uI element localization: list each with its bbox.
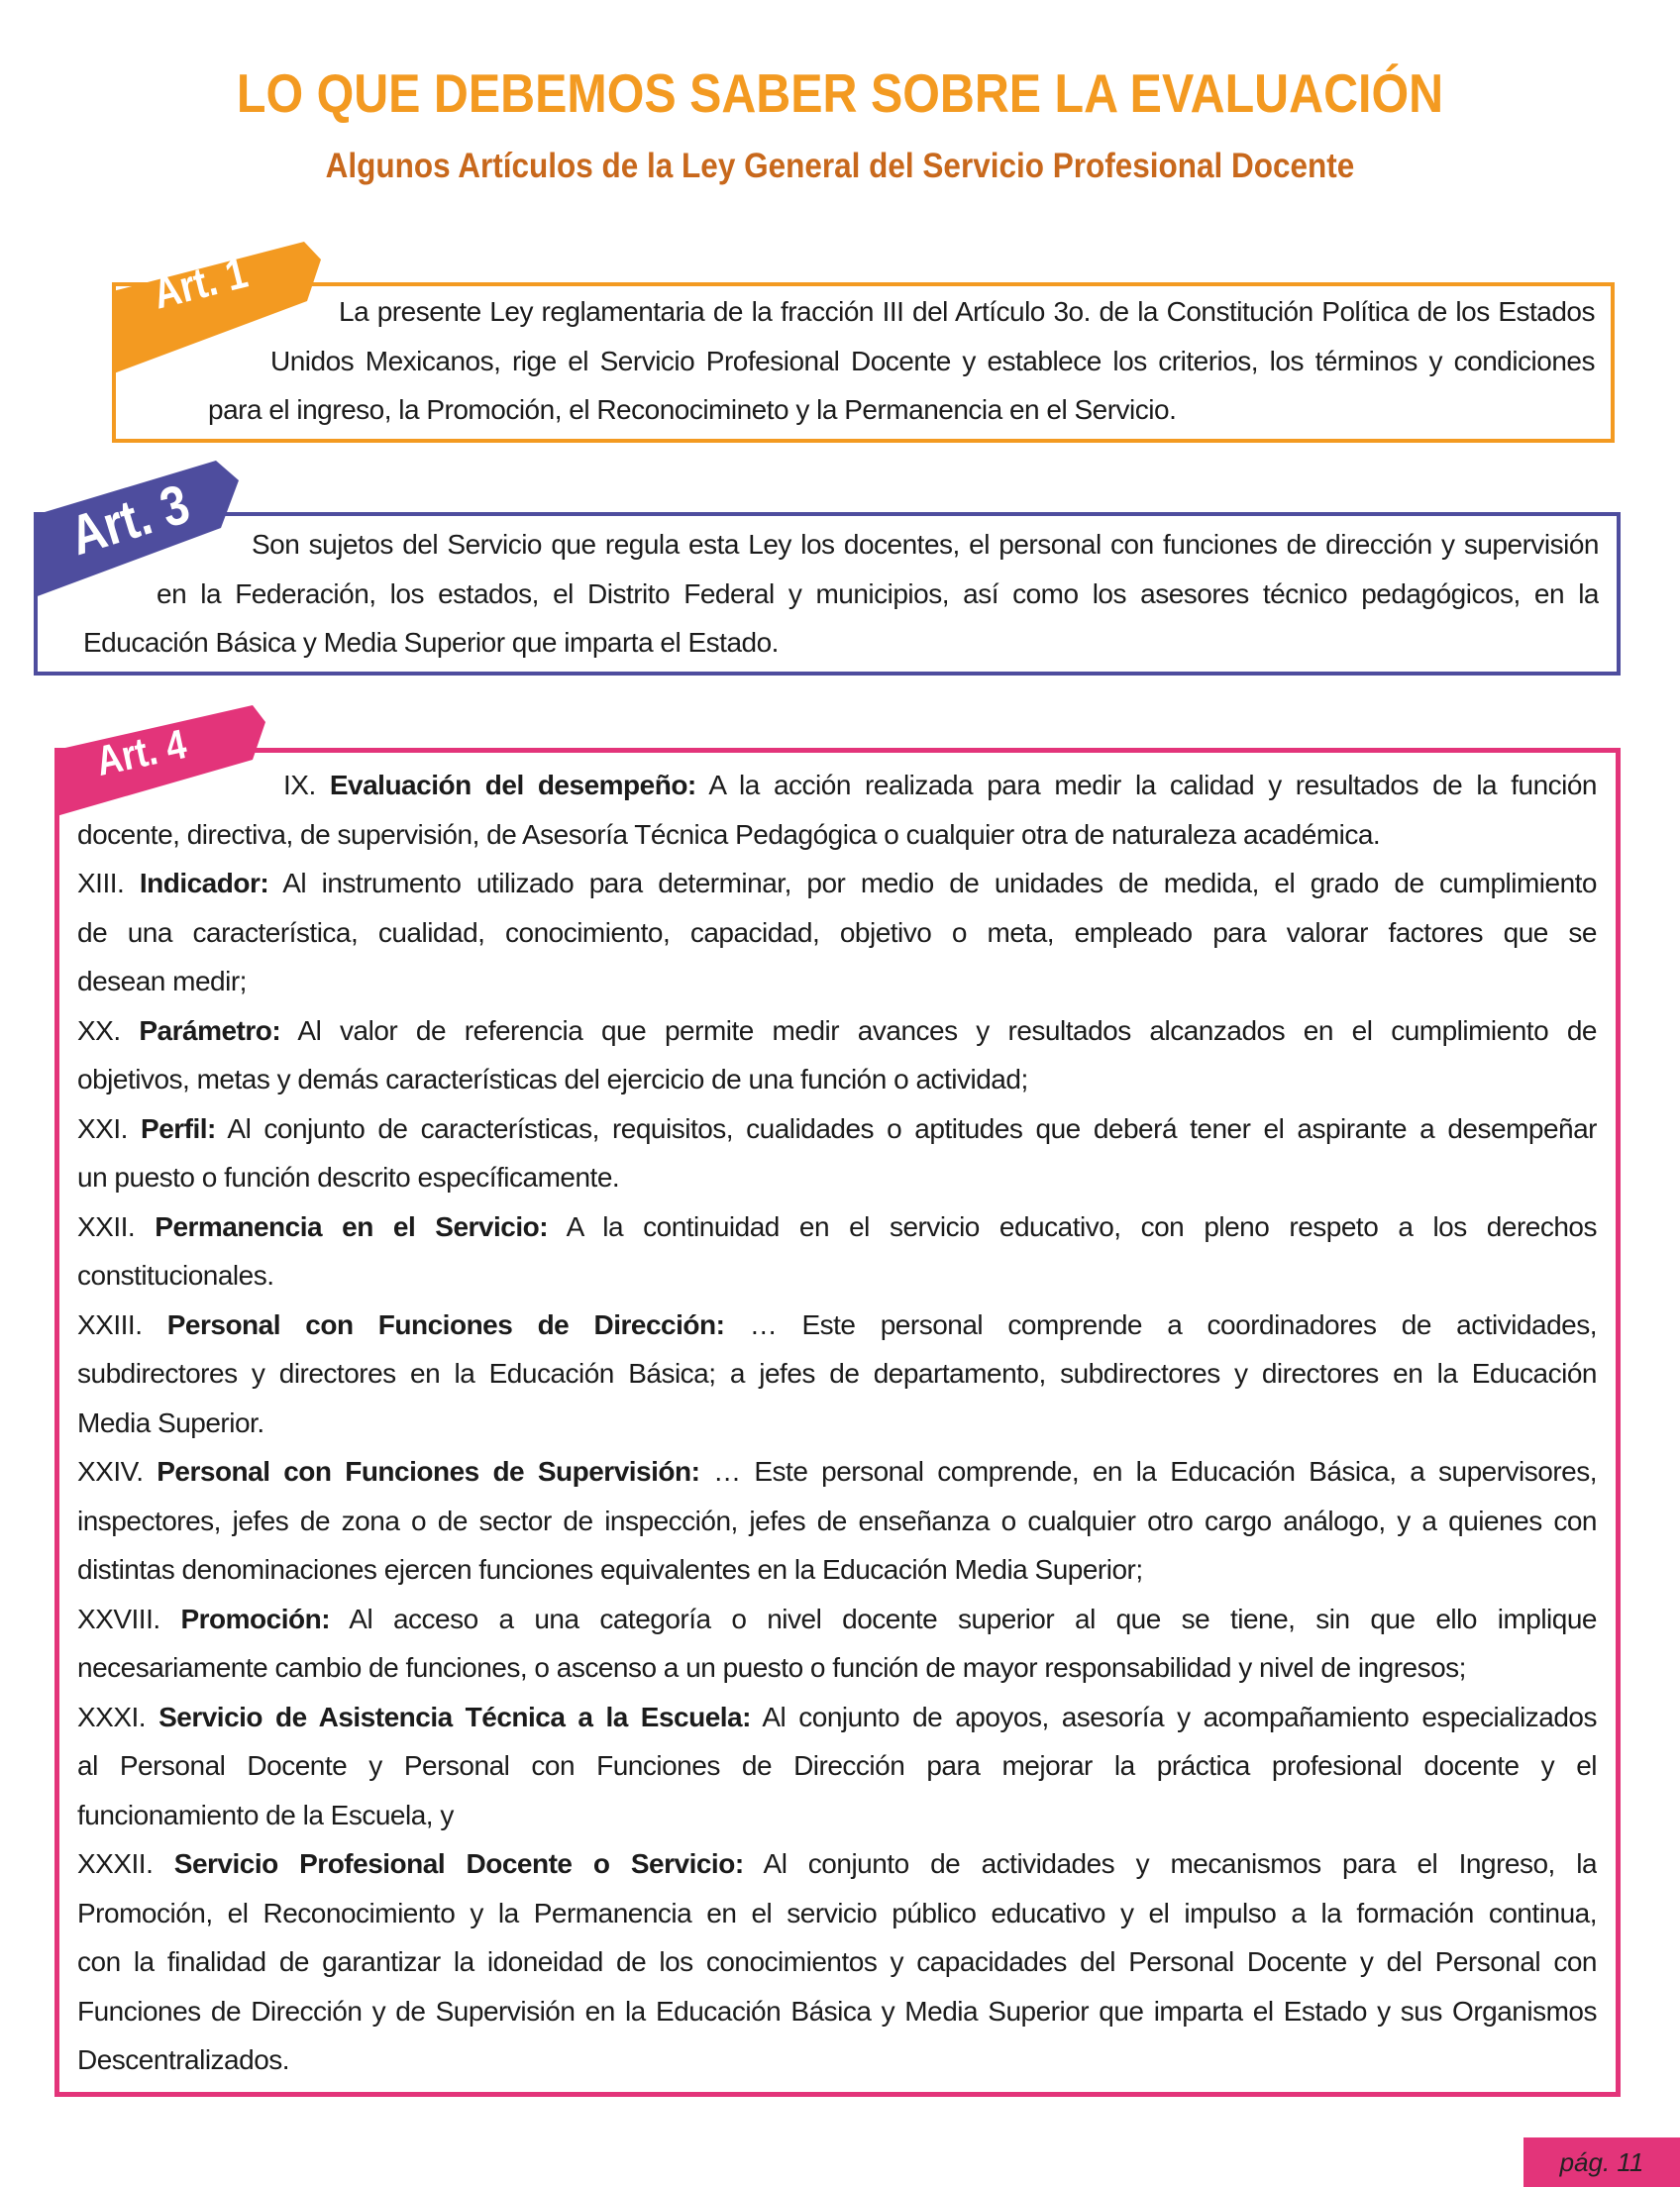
definition-text: docente, directiva, de supervisión, de Asesoría Técnica Pedagógica o cualquier otra de naturaleza académica. [77,818,1381,850]
definition-text: Funciones de Dirección y de Supervisión en la Educación Básica y Media Superior que imparta el Estado y sus Organismos [77,1995,1597,2027]
definition-line [77,1202,1597,1252]
definition-number: XXI. [77,1112,128,1144]
article-3-line: Educación Básica y Media Superior que imparta el Estado. [83,627,779,658]
definition-number: XXII. [77,1210,136,1242]
definition-term: Promoción: [180,1603,331,1634]
article-3-line: en la Federación, los estados, el Distrito Federal y municipios, así como los asesores técnico pedagógicos, en la [157,577,1599,609]
definition-term: Perfil: [141,1112,216,1144]
definition-text: Al conjunto de actividades y mecanismos para el Ingreso, la [763,1848,1597,1879]
definition-text: distintas denominaciones ejercen funciones equivalentes en la Educación Media Superior; [77,1554,1143,1585]
definition-text: necesariamente cambio de funciones, o ascenso a un puesto o función de mayor responsabilidad y nivel de ingresos; [77,1652,1466,1683]
definition-term: Parámetro: [139,1014,281,1046]
article-1-line: La presente Ley reglamentaria de la fracción III del Artículo 3o. de la Constitución Política de los Estados [339,296,1595,327]
definition-text: de una característica, cualidad, conocimiento, capacidad, objetivo o meta, empleado para valorar factores que se [77,916,1597,948]
definition-term: Indicador: [139,868,269,898]
definition-text: … Este personal comprende a coordinadores de actividades, [749,1308,1597,1340]
definition-line [77,1301,1597,1350]
definition-text: funcionamiento de la Escuela, y [77,1799,454,1830]
article-3-label: Art. 3 [62,471,197,568]
article-1-line: Unidos Mexicanos, rige el Servicio Profesional Docente y establece los criterios, los términos y condiciones [270,345,1595,376]
definition-line [77,1693,1597,1742]
definition-term: Evaluación del desempeño: [329,770,696,800]
definition-line [77,1595,1597,1644]
definition-text: inspectores, jefes de zona o de sector de inspección, jefes de enseñanza o cualquier otro cargo análogo, y a quienes con [77,1505,1597,1536]
definition-line [77,1839,1597,1889]
article-3-text [83,520,1599,668]
definition-text: al Personal Docente y Personal con Funciones de Dirección para mejorar la práctica profesional docente y el [77,1750,1597,1781]
definition-text: un puesto o función descrito específicamente. [77,1162,620,1193]
definition-text: Media Superior. [77,1406,264,1438]
definition-number: XXVIII. [77,1603,160,1634]
article-1-label: Art. 1 [149,248,253,319]
definition-text: Al acceso a una categoría o nivel docente superior al que se tiene, sin que ello implique [349,1603,1597,1634]
definition-text: Al conjunto de apoyos, asesoría y acompañamiento especializados [762,1701,1597,1732]
definition-term: Servicio Profesional Docente o Servicio: [173,1848,744,1879]
definition-term: Servicio de Asistencia Técnica a la Escuela: [158,1701,751,1732]
definition-line [77,1447,1597,1497]
definition-text: … Este personal comprende, en la Educación Básica, a supervisores, [713,1456,1597,1487]
definition-number: IX. [283,770,316,800]
page-subtitle: Algunos Artículos de la Ley General del Servicio Profesional Docente [325,147,1355,185]
definition-text: Descentralizados. [77,2044,290,2075]
definition-text: Al valor de referencia que permite medir avances y resultados alcanzados en el cumplimiento de [297,1014,1597,1046]
definition-number: XXIII. [77,1308,143,1340]
definition-term: Permanencia en el Servicio: [155,1210,549,1242]
definition-text: Al instrumento utilizado para determinar, por medio de unidades de medida, el grado de cumplimiento [282,868,1597,898]
definition-line [77,1006,1597,1056]
definition-text: constitucionales. [77,1260,274,1291]
definition-term: Personal con Funciones de Dirección: [166,1308,725,1340]
definition-term: Personal con Funciones de Supervisión: [157,1456,700,1487]
article-1-line: para el ingreso, la Promoción, el Reconocimineto y la Permanencia en el Servicio. [208,394,1177,425]
definition-text: con la finalidad de garantizar la idoneidad de los conocimientos y capacidades del Personal Docente y del Personal con [77,1946,1597,1977]
page-number: pág. 11 [1523,2137,1680,2187]
definition-number: XX. [77,1014,121,1046]
definition-number: XIII. [77,868,125,898]
definition-number: XXXII. [77,1848,154,1879]
article-1-text [208,287,1595,435]
article-3-line: Son sujetos del Servicio que regula esta Ley los docentes, el personal con funciones de dirección y supervisión [252,529,1599,560]
definition-line [77,761,1597,810]
definition-line [77,1104,1597,1154]
definition-number: XXXI. [77,1701,147,1732]
definition-text: Promoción, el Reconocimiento y la Permanencia en el servicio público educativo y el impulso a la formación continua, [77,1897,1597,1928]
definition-text: desean medir; [77,966,247,996]
definition-text: objetivos, metas y demás características del ejercicio de una función o actividad; [77,1064,1028,1094]
article-4-label: Art. 4 [92,720,191,784]
definition-text: subdirectores y directores en la Educación Básica; a jefes de departamento, subdirectores y directores en la Educación [77,1358,1597,1389]
definition-text: Al conjunto de características, requisitos, cualidades o aptitudes que deberá tener el aspirante a desempeñar [227,1112,1597,1144]
definition-text: A la continuidad en el servicio educativo, con pleno respeto a los derechos [566,1210,1597,1242]
article-4-text [77,761,1597,2085]
page-title: LO QUE DEBEMOS SABER SOBRE LA EVALUACIÓN [236,62,1444,124]
definition-line [77,859,1597,908]
definition-number: XXIV. [77,1456,144,1487]
definition-text: A la acción realizada para medir la calidad y resultados de la función [708,770,1597,800]
